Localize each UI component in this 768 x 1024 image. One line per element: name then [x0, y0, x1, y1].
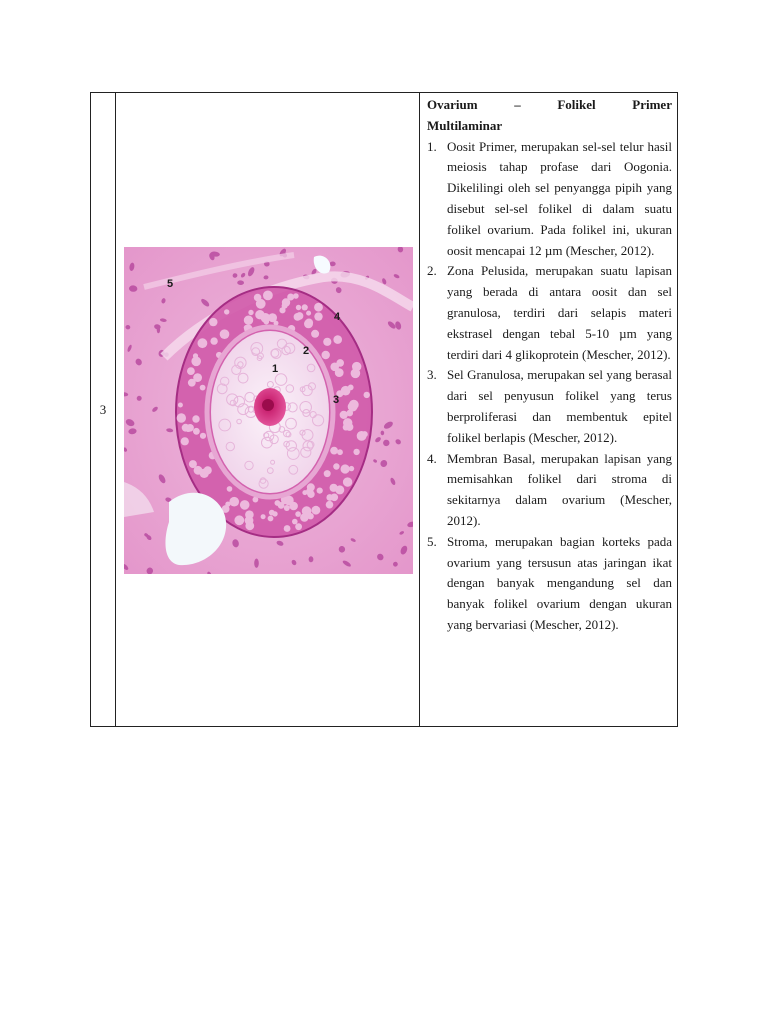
- column-divider: [419, 93, 420, 726]
- list-number: 5.: [427, 533, 437, 549]
- structure-list: [427, 137, 672, 636]
- list-text: Stroma, merupakan bagian korteks pada ovarium yang tersusun atas jaringan ikat dengan banyak mengandung sel dan banyak folikel ovarium dengan ukuran yang bervariasi (Mescher, 2012).: [447, 533, 672, 632]
- micrograph-drawing: [124, 247, 413, 574]
- list-text: Membran Basal, merupakan lapisan yang memisahkan folikel dari stroma di sekitarnya dalam ovarium (Mescher, 2012).: [447, 450, 672, 528]
- row-number: 3: [99, 401, 107, 417]
- micrograph-label-1: 1: [272, 363, 279, 375]
- list-item: [427, 532, 672, 636]
- micrograph-label-4: 4: [334, 311, 341, 323]
- title-word: Ovarium: [427, 97, 478, 112]
- list-number: 2.: [427, 263, 437, 279]
- list-text: Sel Granulosa, merupakan sel yang berasal dari sel penyusun folikel yang terus berproliferasi dan membentuk epitel folikel berlapis (Mescher, 2012).: [447, 367, 672, 445]
- list-item: [427, 365, 672, 448]
- list-number: 3.: [427, 367, 437, 383]
- list-number: 1.: [427, 138, 437, 154]
- description-cell: [427, 95, 672, 636]
- title-word: Primer: [632, 97, 672, 112]
- micrograph-image: [124, 247, 413, 574]
- title-word: –: [514, 97, 521, 112]
- table: [90, 92, 678, 727]
- micrograph-label-3: 3: [333, 394, 340, 406]
- column-divider: [115, 93, 116, 726]
- section-title: [427, 95, 672, 137]
- list-text: Oosit Primer, merupakan sel-sel telur hasil meiosis tahap profase dari Oogonia. Dikelilingi oleh sel penyangga pipih yang disebut sel-sel folikel di dalam suatu folikel ovarium. Pada folikel ini, ukuran oosit mencapai 12 µm (Mescher, 2012).: [447, 138, 672, 258]
- list-text: Zona Pelusida, merupakan suatu lapisan yang berada di antara oosit dan sel granulosa, terdiri dari selapis materi ekstrasel dengan tebal 5-10 µm yang terdiri dari 4 glikoprotein (Mescher, 2012).: [447, 263, 672, 362]
- list-item: [427, 137, 672, 262]
- micrograph-label-5: 5: [167, 278, 174, 290]
- list-item: [427, 449, 672, 532]
- title-word: Folikel: [557, 97, 596, 112]
- title-line-2: Multilaminar: [427, 117, 503, 133]
- list-item: [427, 261, 672, 365]
- micrograph-label-2: 2: [303, 345, 310, 357]
- list-number: 4.: [427, 450, 437, 466]
